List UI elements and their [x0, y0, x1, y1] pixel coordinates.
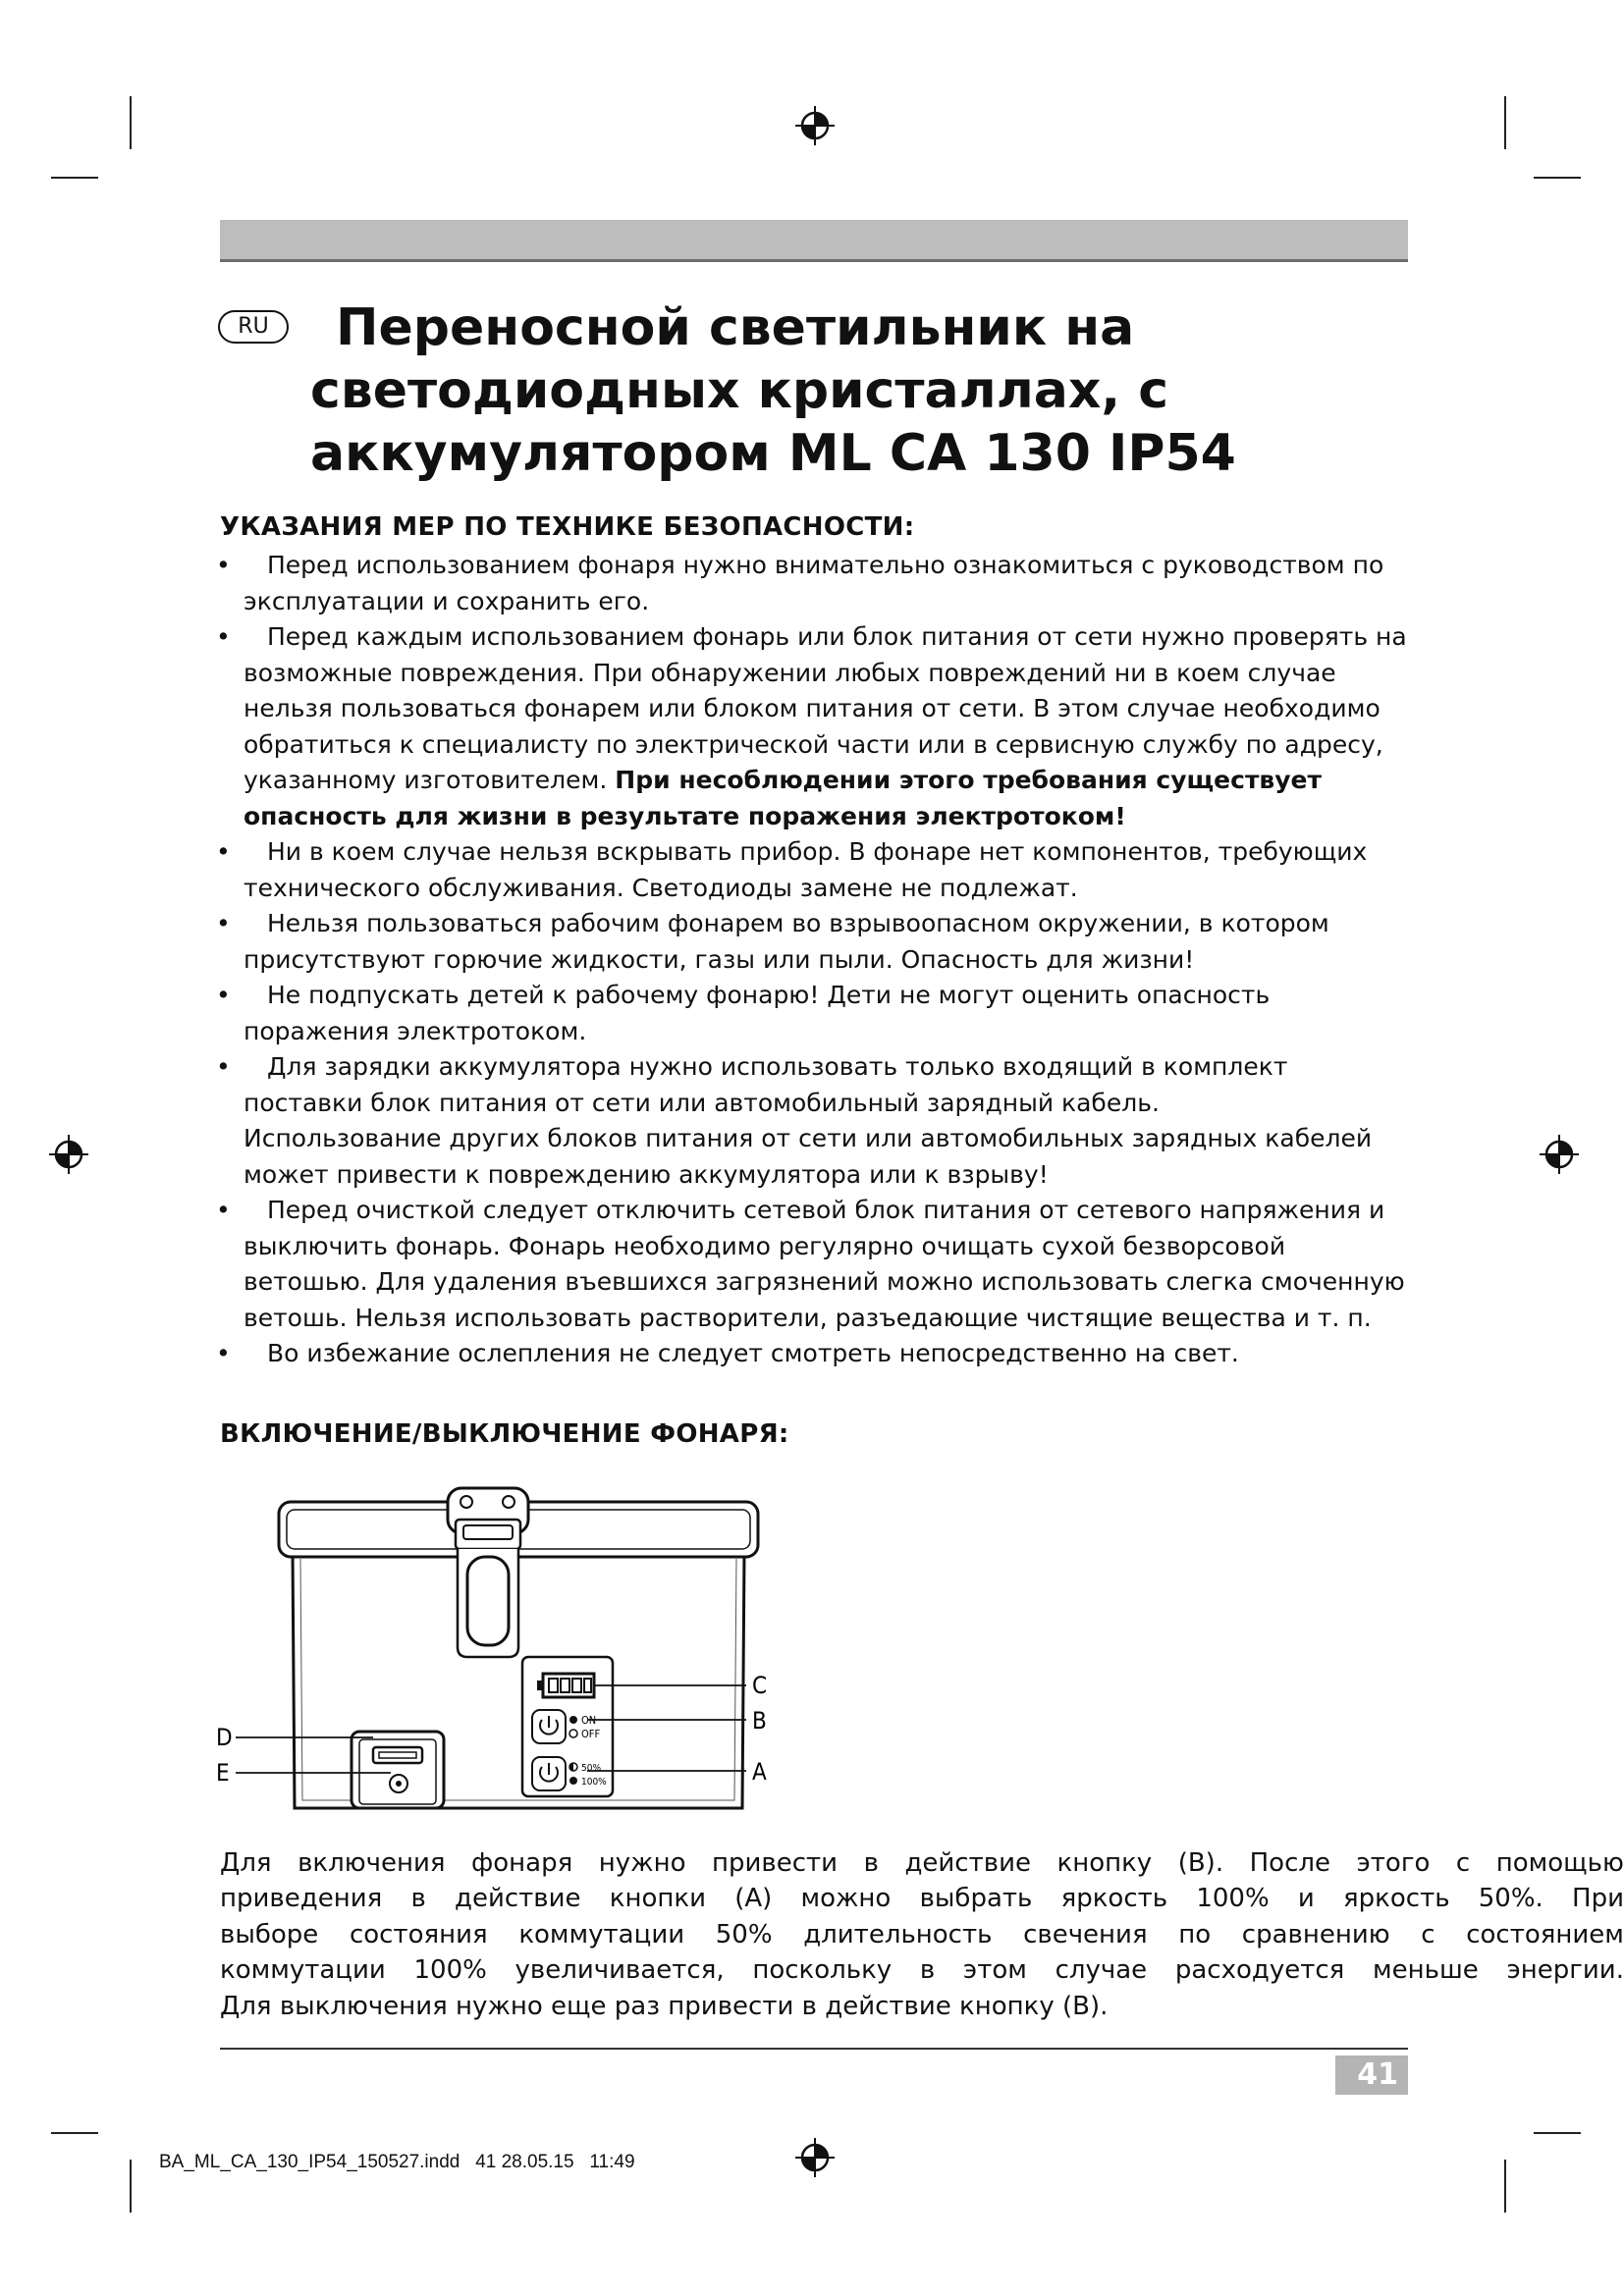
word: 50%	[715, 1919, 773, 1949]
title-line: аккумулятором ML CA 130 IP54	[310, 424, 1236, 483]
list-item	[216, 619, 1409, 834]
full-brightness-dot	[569, 1777, 577, 1785]
list-item-text: Ни в коем случае нельзя вскрывать прибор. В фонаре нет компонентов, требующих технического обслуживания. Светодиоды замене не подлежат.	[244, 837, 1368, 902]
pct-100-label: 100%	[581, 1777, 607, 1788]
word: выборе	[220, 1919, 319, 1949]
footer-rule	[220, 2048, 1408, 2050]
on-indicator-dot	[569, 1716, 577, 1724]
title-line: Переносной светильник на	[336, 298, 1135, 357]
on-label: ON	[581, 1714, 597, 1727]
list-item-text-regular: Перед каждым использованием фонарь или блок питания от сети нужно проверять на возможные повреждения. При обнаружении любых повреждений ни в коем случае нельзя пользоваться фонарем или блоком питания от сети. В этом случае необходимо обратиться к специалисту по электрической части или в сервисную службу по адресу, указанному изготовителем.	[244, 622, 1407, 794]
word: состояния	[349, 1919, 488, 1949]
list-item-text: Перед использованием фонаря нужно внимательно ознакомиться с руководством по эксплуатации и сохранить его.	[244, 551, 1384, 615]
last-line: Для выключения нужно еще раз привести в действие кнопку (B).	[220, 1991, 1109, 2021]
list-item	[216, 1336, 1409, 1372]
crop-mark-bottom-left	[130, 2160, 132, 2213]
power-button-b[interactable]	[532, 1710, 566, 1743]
pct-50-label: 50%	[581, 1763, 601, 1774]
word: помощью	[1495, 1848, 1624, 1878]
bullet-icon: •	[216, 551, 231, 579]
switching-heading: ВКЛЮЧЕНИЕ/ВЫКЛЮЧЕНИЕ ФОНАРЯ:	[220, 1419, 789, 1449]
word: энергии.	[1506, 1955, 1624, 1986]
list-item-text: Перед очисткой следует отключить сетевой блок питания от сетевого напряжения и выключить фонарь. Фонарь необходимо регулярно очищать сухой безворсовой ветошью. Для удаления въевшихся загрязнений можно использовать слегка смоченную ветошь. Нельзя использовать растворители, разъедающие чистящие вещества и т. п.	[244, 1196, 1405, 1332]
charging-port-module	[352, 1732, 444, 1808]
word: состоянием	[1466, 1919, 1624, 1949]
word: поскольку	[752, 1955, 893, 1986]
word: коммутации	[220, 1955, 386, 1986]
word: 100%	[1196, 1884, 1270, 1914]
crop-mark-top-left	[130, 96, 132, 149]
safety-instructions-list	[216, 548, 1409, 1372]
word: действие	[455, 1884, 581, 1914]
crop-mark-bottom-right-h	[1534, 2132, 1581, 2134]
bullet-icon: •	[216, 1052, 231, 1081]
callout-a: A	[752, 1758, 767, 1786]
list-item-extra-text: Использование других блоков питания от сети или автомобильных зарядных кабелей может привести к повреждению аккумулятора или к взрыву!	[244, 1124, 1373, 1189]
word: можно	[800, 1884, 892, 1914]
word: (B).	[1177, 1848, 1224, 1878]
word: с	[1455, 1848, 1471, 1878]
usb-port-icon	[373, 1747, 422, 1763]
callout-b: B	[752, 1707, 767, 1735]
word: кнопки	[609, 1884, 706, 1914]
list-item-text: Во избежание ослепления не следует смотреть непосредственно на свет.	[267, 1339, 1239, 1367]
bullet-icon: •	[216, 1196, 231, 1224]
justified-line	[220, 1917, 1624, 1952]
word: случае	[1055, 1955, 1148, 1986]
callout-lines	[236, 1685, 746, 1773]
word: нужно	[598, 1848, 686, 1878]
bullet-icon: •	[216, 981, 231, 1009]
page-title	[310, 296, 1390, 485]
word: (A)	[734, 1884, 773, 1914]
page-number: 41	[1335, 2056, 1408, 2095]
justified-line	[220, 1952, 1624, 1988]
list-item-text: Нельзя пользоваться рабочим фонарем во взрывоопасном окружении, в котором присутствуют горючие жидкости, газы или пыли. Опасность для жизни!	[244, 909, 1329, 974]
list-item	[216, 1049, 1409, 1193]
word: расходуется	[1174, 1955, 1345, 1986]
word: этого	[1356, 1848, 1431, 1878]
list-item	[216, 1193, 1409, 1336]
title-line: светодиодных кристаллах, с	[310, 361, 1169, 420]
danger-warning-text: При несоблюдении этого требования существует опасность для жизни в результате поражения электротоком!	[244, 766, 1322, 830]
list-item	[216, 548, 1409, 619]
crop-mark-top-right	[1504, 96, 1506, 149]
word: в	[410, 1884, 426, 1914]
control-panel	[522, 1657, 613, 1796]
bullet-icon: •	[216, 1339, 231, 1367]
word: кнопку	[1056, 1848, 1153, 1878]
bullet-icon: •	[216, 622, 231, 651]
word: Для	[220, 1848, 272, 1878]
justified-line	[220, 1845, 1624, 1881]
word: яркость	[1343, 1884, 1450, 1914]
word: длительность	[803, 1919, 993, 1949]
list-item-text: Для зарядки аккумулятора нужно использовать только входящий в комплект поставки блок питания от сети или автомобильный зарядный кабель.	[244, 1052, 1288, 1117]
registration-mark-icon	[1538, 1133, 1581, 1176]
word: свечения	[1023, 1919, 1148, 1949]
word: сравнению	[1241, 1919, 1390, 1949]
word: выбрать	[919, 1884, 1033, 1914]
list-item	[216, 978, 1409, 1049]
crop-mark-bottom-left-h	[51, 2132, 98, 2134]
registration-mark-icon	[47, 1133, 90, 1176]
lamp-diagram	[216, 1480, 785, 1819]
word: При	[1572, 1884, 1624, 1914]
word: приведения	[220, 1884, 383, 1914]
section-header-bar	[220, 220, 1408, 262]
language-badge: RU	[218, 310, 289, 344]
crop-mark-top-right-h	[1534, 177, 1581, 179]
list-item	[216, 834, 1409, 906]
word: с	[1421, 1919, 1435, 1949]
word: включения	[298, 1848, 446, 1878]
word: коммутации	[518, 1919, 685, 1949]
crop-mark-top-left-h	[51, 177, 98, 179]
word: фонаря	[471, 1848, 573, 1878]
word: в	[863, 1848, 879, 1878]
word: После	[1249, 1848, 1330, 1878]
callout-d: D	[216, 1724, 233, 1751]
list-item-text	[244, 619, 1409, 834]
off-label: OFF	[581, 1728, 601, 1740]
word: в	[919, 1955, 936, 1986]
word: действие	[904, 1848, 1031, 1878]
print-slug: BA_ML_CA_130_IP54_150527.indd 41 28.05.15 11:49	[159, 2152, 635, 2172]
list-item	[216, 906, 1409, 978]
justified-line	[220, 1881, 1624, 1916]
brightness-button-a[interactable]	[532, 1757, 566, 1790]
word: 50%.	[1478, 1884, 1543, 1914]
word: яркость	[1060, 1884, 1168, 1914]
word: по	[1178, 1919, 1212, 1949]
list-item-text: Не подпускать детей к рабочему фонарю! Дети не могут оценить опасность поражения электротоком.	[244, 981, 1271, 1045]
bullet-icon: •	[216, 837, 231, 866]
switching-instructions	[220, 1845, 1624, 2032]
latch-clip	[448, 1488, 528, 1657]
word: увеличивается,	[514, 1955, 725, 1986]
word: меньше	[1373, 1955, 1479, 1986]
callout-e: E	[216, 1759, 230, 1787]
word: и	[1297, 1884, 1315, 1914]
word: этом	[962, 1955, 1027, 1986]
word: привести	[712, 1848, 839, 1878]
word: 100%	[413, 1955, 487, 1986]
registration-mark-icon	[793, 104, 837, 147]
callout-c: C	[752, 1672, 768, 1699]
crop-mark-bottom-right	[1504, 2160, 1506, 2213]
registration-mark-icon	[793, 2136, 837, 2179]
bullet-icon: •	[216, 909, 231, 937]
safety-heading: УКАЗАНИЯ МЕР ПО ТЕХНИКЕ БЕЗОПАСНОСТИ:	[220, 512, 915, 542]
